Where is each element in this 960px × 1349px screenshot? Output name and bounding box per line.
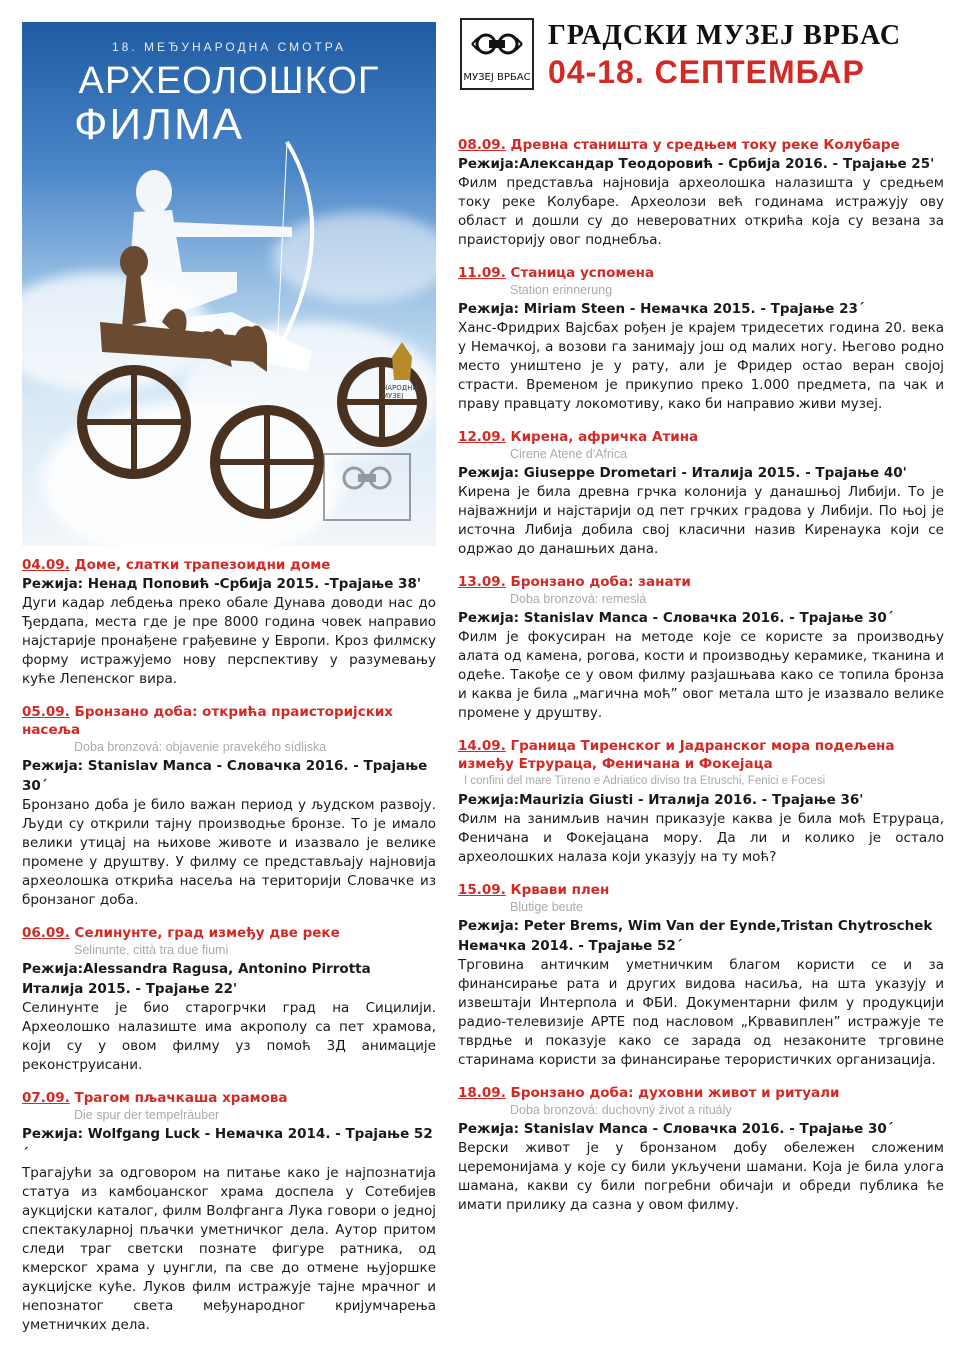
film-date: 14.09. xyxy=(458,738,506,754)
museum-logo xyxy=(460,18,534,90)
film-entry xyxy=(458,737,944,867)
film-original-title: I confini del mare Tirreno e Adriatico diviso tra Etruschi, Fenici e Focesi xyxy=(464,775,826,787)
film-original-title: Selinunte, città tra due fiumi xyxy=(74,943,229,957)
film-title: 12.09. Кирена, афричка Атина xyxy=(458,429,699,445)
film-description: Филм је фокусиран на методе које се користе за производњу алата од камена, рогова, кости и производњу керамике, тканина и одеће. Такође се у овом филму разјашњава како се топила бронза и каква је била „магична моћ” овог метала што је изазвало велике промене у друштву. xyxy=(458,629,944,721)
film-director: Режија: Ненад Поповић -Србија 2015. -Трајање 38' xyxy=(22,576,421,592)
schedule-right-column xyxy=(458,136,944,1229)
film-date: 07.09. xyxy=(22,1090,70,1106)
film-description: Ханс-Фридрих Вајсбах рођен је крајем тридесетих година 20. века у Немачкој, а возови га занимају још од малих ногу. Његово родно место уништено је у рату, али је Фридер остао веран својој страсти. Временом је прикупио преко 1.000 предмета, па чак и праву правцату локомотиву, како би направио живи музеј. xyxy=(458,320,944,412)
film-director: Режија: Stanislav Manca - Словачка 2016. - Трајање 30´ xyxy=(458,610,894,626)
film-title: 11.09. Станица успомена xyxy=(458,265,655,281)
film-description: Филм на занимљив начин приказује каква је била моћ Етрураца, Феничана и Фокејацана мору. Да ли и колико је остало археолошких налаза који указују на ту моћ? xyxy=(458,811,944,865)
film-description: Филм представља најновија археолошка налазишта у средњем току реке Колубаре. Археолози већ годинама истражују ову област и дошли су до невероватних открића која су везана за праисторију овог поднебља. xyxy=(458,175,944,248)
film-date: 06.09. xyxy=(22,925,70,941)
film-title: 18.09. Бронзано доба: духовни живот и ритуали xyxy=(458,1085,840,1101)
film-original-title: Blutige beute xyxy=(510,900,583,914)
film-director: Режија: Peter Brems, Wim Van der Eynde,Tristan Chytroschek Немачка 2014. - Трајање 52´ xyxy=(458,918,933,954)
film-date: 04.09. xyxy=(22,557,70,573)
film-title: 04.09. Доме, слатки трапезоидни доме xyxy=(22,557,331,573)
film-director: Режија: Giuseppe Drometari - Италија 2015. - Трајање 40' xyxy=(458,465,907,481)
film-entry xyxy=(22,556,436,689)
film-description: Трговина античким уметничким благом користи се и за финансирање рата и других видова насиља, на шта указују и извештаји Интерпола и ФБИ. Документарни филм у продукцији радио-телевизије АРТЕ под насловом „Крвавиплен” истражује те тврдње и показује како се зарада од незаконите трговине старинама користи за финансирање терористичких организација. xyxy=(458,957,944,1068)
film-director: Режија: Stanislav Manca - Словачка 2016. - Трајање 30´ xyxy=(458,1121,894,1137)
film-director: Режија: Miriam Steen - Немачка 2015. - Трајање 23´ xyxy=(458,301,865,317)
poster-title-line1: АРХЕОЛОШКОГ xyxy=(78,60,380,102)
film-date: 15.09. xyxy=(458,882,506,898)
film-date: 11.09. xyxy=(458,265,506,281)
film-date: 08.09. xyxy=(458,137,506,153)
film-date: 18.09. xyxy=(458,1085,506,1101)
film-title: 06.09. Селинунте, град између две реке xyxy=(22,925,340,941)
film-entry xyxy=(22,1089,436,1335)
film-entry xyxy=(22,924,436,1075)
film-director: Режија:Alessandra Ragusa, Antonino Pirrotta Италија 2015. - Трајање 22' xyxy=(22,961,371,997)
museum-title: ГРАДСКИ МУЗЕЈ ВРБАС xyxy=(548,20,902,51)
film-description: Верски живот је у бронзаном добу обележен сложеним церемонијама у које су били укључени шамани. Која је била улога шамана, какви су били погребни обичаји и обреди публика ће имати прилику да сазна у овом филму. xyxy=(458,1140,944,1213)
logo-text: МУЗЕЈ ВРБАС xyxy=(463,72,531,83)
film-original-title: Cirene Atene d'Africa xyxy=(510,447,628,461)
film-title: 14.09. Граница Тиренског и Јадранског мора подељена између Етрураца, Феничана и Фокејаца xyxy=(458,738,895,772)
film-original-title: Doba bronzová: objavenie pravekého sídliska xyxy=(74,740,327,754)
film-entry xyxy=(458,136,944,250)
film-entry xyxy=(22,703,436,910)
film-title: 08.09. Древна станишта у средњем току реке Колубаре xyxy=(458,137,900,153)
film-original-title: Die spur der tempelräuber xyxy=(74,1108,220,1122)
film-entry xyxy=(458,881,944,1070)
film-title: 15.09. Крвави плен xyxy=(458,882,610,898)
film-description: Кирена је била древна грчка колонија у данашњој Либији. То је најважнији и најстарији од пет грчких градова у Либији. По њој је источна Либија добила свој класични назив Киренаука који се одржао до данашњих дана. xyxy=(458,484,944,557)
film-date: 13.09. xyxy=(458,574,506,590)
film-title: 07.09. Трагом пљачкаша храмова xyxy=(22,1090,288,1106)
film-description: Трагајући за одговором на питање како је најпознатија статуа из камбоџанског храма доспела у Сотебијев аукцијски каталог, филм Волфганга Лука говори о једној спектакуларној пљачки уметничког дела. Аутор притом следи траг светски познате фигуре ратника, од кмерског храма у џунгли, па све до отмене њујоршке аукцијске куће. Луков филм истражује тајне мрачног и непознатог света међународног кријумчарења уметничких дела. xyxy=(22,1165,436,1333)
film-director: Режија:Александар Теодоровић - Србија 2016. - Трајање 25' xyxy=(458,156,935,172)
film-description: Дуги кадар лебдења преко обале Дунава доводи нас до Ђердапа, места где је пре 8000 година човек направио најстарије пронађене грађевине у Европи. Кроз филмску форму истражујемо нову перспективу у разумевању куће Лепенског вира. xyxy=(22,595,436,687)
poster-title-line2: ФИЛМА xyxy=(74,100,244,149)
schedule-left-column xyxy=(22,556,436,1349)
film-original-title: Doba bronzová: remeslá xyxy=(510,592,647,606)
film-title: 13.09. Бронзано доба: занати xyxy=(458,574,691,590)
festival-poster xyxy=(22,22,436,546)
film-date: 12.09. xyxy=(458,429,506,445)
film-original-title: Station erinnerung xyxy=(510,283,613,297)
film-description: Бронзано доба је било важан период у људском развоју. Људи су открили тајну производње бронзе. То је имало велики утицај на њихове животе и изазвало је велике промене у друштву. У филму се представљају најновија археолошка открића насеља на територији Словачке из бронзаног доба. xyxy=(22,797,436,908)
film-entry xyxy=(458,428,944,559)
film-title: 05.09. Бронзано доба: открића праисторијских насеља xyxy=(22,704,394,738)
film-director: Режија: Stanislav Manca - Словачка 2016. - Трајање 30´ xyxy=(22,758,428,794)
festival-dates: 04-18. СЕПТЕМБАР xyxy=(548,54,865,90)
film-entry xyxy=(458,1084,944,1215)
poster-subtitle: 18. МЕЂУНАРОДНА СМОТРА xyxy=(111,40,347,54)
narodni-muzej-label: НАРОДНИ МУЗЕЈ xyxy=(382,384,418,400)
film-original-title: Doba bronzová: duchovný život a rituály xyxy=(510,1103,732,1117)
film-description: Селинунте је био старогрчки град на Сицилији. Археолошко налазиште има акрополу са пет храмова, који су у овом филму уз помоћ 3Д анимације реконструисани. xyxy=(22,1000,436,1073)
film-director: Режија: Wolfgang Luck - Немачка 2014. - Трајање 52´ xyxy=(22,1126,433,1162)
film-director: Режија:Maurizia Giusti - Италија 2016. - Трајање 36' xyxy=(458,792,864,808)
poster-museum-logo xyxy=(322,452,412,522)
film-entry xyxy=(458,264,944,414)
film-date: 05.09. xyxy=(22,704,70,720)
film-entry xyxy=(458,573,944,723)
